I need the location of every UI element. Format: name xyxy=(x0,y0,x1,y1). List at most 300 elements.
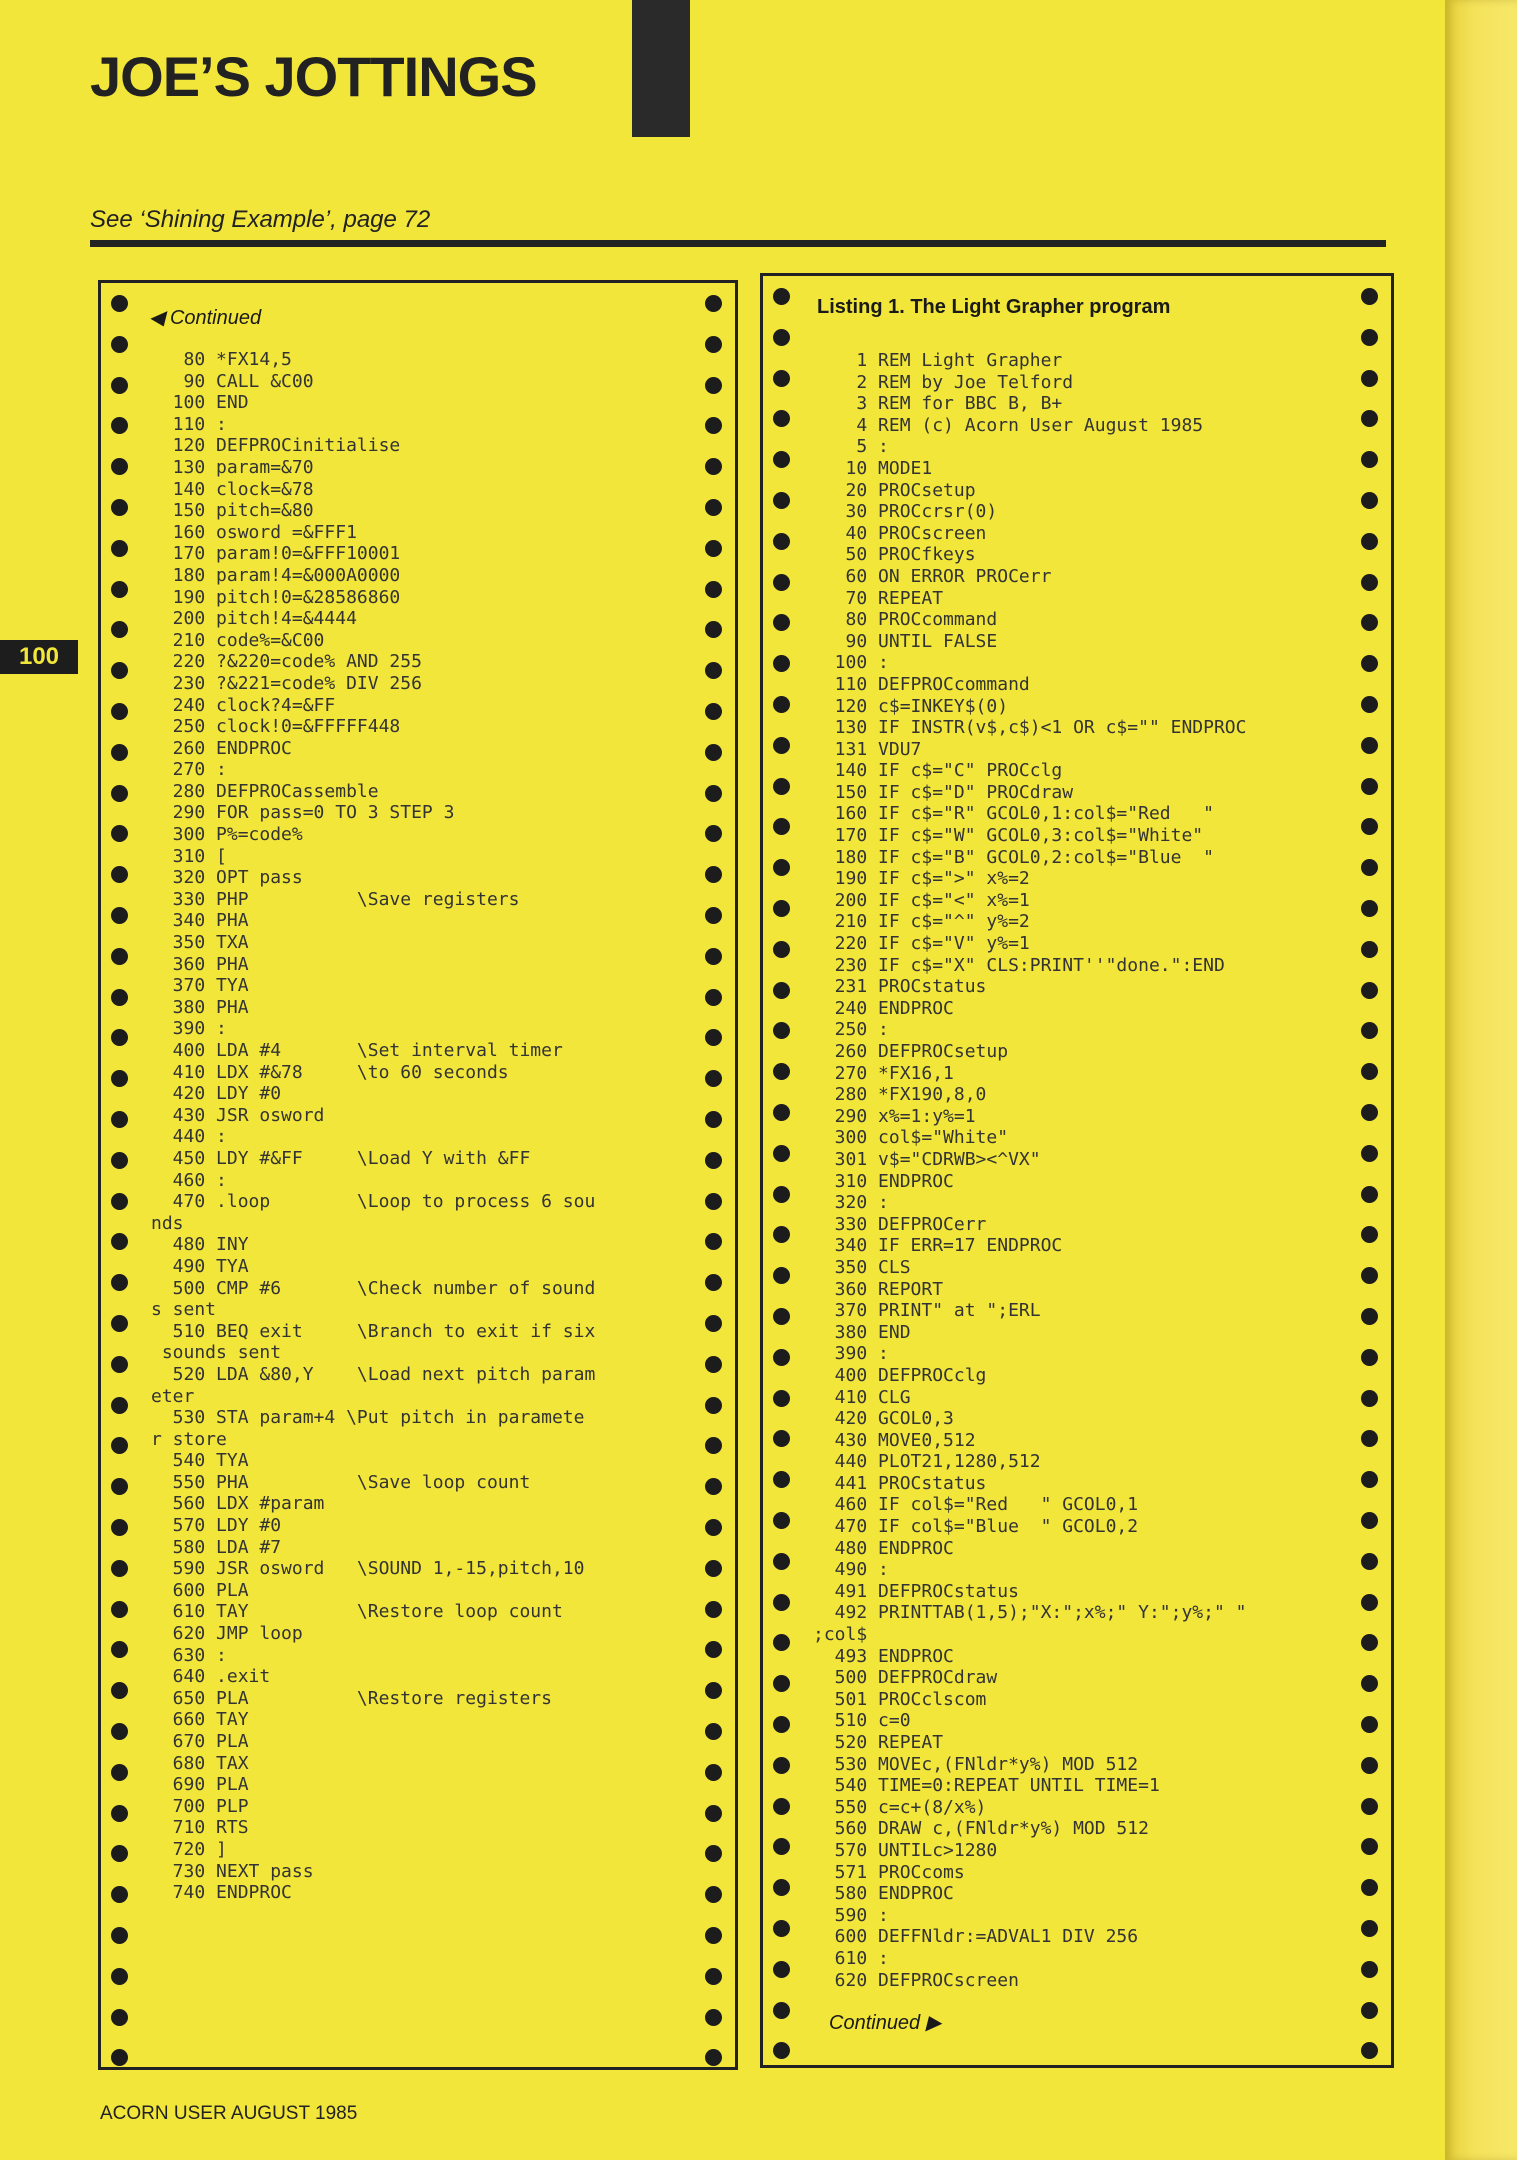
sprocket-hole xyxy=(1361,2002,1378,2019)
code-line: 460 IF col$="Red " GCOL0,1 xyxy=(813,1494,1139,1516)
code-line: 650 PLA \Restore registers xyxy=(151,1687,552,1709)
sprocket-hole xyxy=(1361,1879,1378,1896)
code-line: 680 TAX xyxy=(151,1752,249,1774)
code-line: 350 CLS xyxy=(813,1256,911,1278)
sprocket-hole xyxy=(1361,941,1378,958)
code-line: 740 ENDPROC xyxy=(151,1882,292,1904)
code-line: 300 P%=code% xyxy=(151,824,303,846)
code-line: 490 : xyxy=(813,1559,889,1581)
sprocket-hole xyxy=(705,581,722,598)
sprocket-hole xyxy=(111,499,128,516)
code-line: s sent xyxy=(151,1299,217,1321)
sprocket-hole xyxy=(773,1390,790,1407)
code-line: 90 UNTIL FALSE xyxy=(813,630,998,652)
code-line: 340 PHA xyxy=(151,910,249,932)
sprocket-hole xyxy=(773,1226,790,1243)
sprocket-hole xyxy=(773,1961,790,1978)
code-line: 320 : xyxy=(813,1192,889,1214)
sprocket-hole xyxy=(111,2049,128,2066)
sprocket-hole xyxy=(773,1879,790,1896)
code-line: 280 DEFPROCassemble xyxy=(151,780,379,802)
sprocket-hole xyxy=(1361,1757,1378,1774)
code-line: 430 JSR osword xyxy=(151,1104,325,1126)
code-line: 210 IF c$="^" y%=2 xyxy=(813,911,1030,933)
sprocket-hole xyxy=(705,1845,722,1862)
sprocket-hole xyxy=(773,1594,790,1611)
sprocket-hole xyxy=(773,655,790,672)
code-line: 310 [ xyxy=(151,845,227,867)
code-line: 510 BEQ exit \Branch to exit if six xyxy=(151,1320,596,1342)
sprocket-hole xyxy=(705,417,722,434)
sprocket-hole xyxy=(773,1838,790,1855)
sprocket-hole xyxy=(111,1029,128,1046)
code-line: 501 PROCclscom xyxy=(813,1688,987,1710)
sprocket-hole xyxy=(773,1716,790,1733)
code-line: 300 col$="White" xyxy=(813,1127,1009,1149)
sprocket-hole xyxy=(773,1471,790,1488)
sprocket-hole xyxy=(111,1805,128,1822)
page-number-tab: 100 xyxy=(0,640,78,674)
sprocket-hole xyxy=(111,1641,128,1658)
sprocket-hole xyxy=(705,825,722,842)
code-line: 550 c=c+(8/x%) xyxy=(813,1796,987,1818)
sprocket-hole xyxy=(1361,288,1378,305)
sprocket-hole xyxy=(111,1845,128,1862)
sprocket-hole xyxy=(1361,778,1378,795)
code-line: 640 .exit xyxy=(151,1666,271,1688)
code-line: 670 PLA xyxy=(151,1731,249,1752)
sprocket-hole xyxy=(705,1723,722,1740)
code-line: 290 x%=1:y%=1 xyxy=(813,1105,976,1127)
sprocket-hole xyxy=(1361,451,1378,468)
code-line: 620 DEFPROCscreen xyxy=(813,1969,1019,1991)
sprocket-hole xyxy=(111,703,128,720)
sprocket-hole xyxy=(1361,696,1378,713)
sprocket-hole xyxy=(705,1805,722,1822)
sprocket-hole xyxy=(773,288,790,305)
right-listing-panel xyxy=(760,273,1394,2068)
sprocket-hole xyxy=(705,907,722,924)
code-line: 560 DRAW c,(FNldr*y%) MOD 512 xyxy=(813,1818,1149,1840)
code-line: 140 clock=&78 xyxy=(151,478,314,500)
code-line: 460 : xyxy=(151,1169,227,1191)
sprocket-hole xyxy=(773,1349,790,1366)
sprocket-hole xyxy=(705,1478,722,1495)
code-line: 3 REM for BBC B, B+ xyxy=(813,393,1063,415)
sprocket-hole xyxy=(1361,737,1378,754)
code-line: 60 ON ERROR PROCerr xyxy=(813,565,1052,587)
sprocket-hole xyxy=(705,1641,722,1658)
code-line: 400 LDA #4 \Set interval timer xyxy=(151,1040,563,1061)
code-line: 540 TYA xyxy=(151,1450,249,1472)
sprocket-hole xyxy=(705,499,722,516)
sprocket-hole xyxy=(1361,1022,1378,1039)
code-line: 290 FOR pass=0 TO 3 STEP 3 xyxy=(151,802,455,824)
code-line: 600 DEFFNldr:=ADVAL1 DIV 256 xyxy=(813,1926,1139,1948)
sprocket-hole xyxy=(1361,1594,1378,1611)
code-line: 110 : xyxy=(151,413,227,435)
code-line: 430 MOVE0,512 xyxy=(813,1429,976,1451)
sprocket-hole xyxy=(1361,818,1378,835)
code-line: 160 IF c$="R" GCOL0,1:col$="Red " xyxy=(813,803,1214,825)
sprocket-hole xyxy=(111,540,128,557)
code-line: 730 NEXT pass xyxy=(151,1860,314,1882)
sprocket-hole xyxy=(705,1070,722,1087)
sprocket-hole xyxy=(705,1152,722,1169)
code-line: 570 UNTILc>1280 xyxy=(813,1839,998,1861)
code-line: 410 LDX #&78 \to 60 seconds xyxy=(151,1061,509,1083)
code-line: 5 : xyxy=(813,436,889,458)
sprocket-hole xyxy=(705,2009,722,2026)
header-rule xyxy=(90,240,1386,247)
code-line: 120 DEFPROCinitialise xyxy=(151,435,401,457)
code-line: 2 REM by Joe Telford xyxy=(813,371,1074,393)
sprocket-hole xyxy=(1361,1634,1378,1651)
code-line: 580 LDA #7 xyxy=(151,1536,282,1558)
sprocket-hole xyxy=(773,1430,790,1447)
sprocket-hole xyxy=(773,614,790,631)
sprocket-hole xyxy=(111,1601,128,1618)
code-line: 100 : xyxy=(813,652,889,674)
sprocket-hole xyxy=(111,989,128,1006)
code-line: 40 PROCscreen xyxy=(813,522,987,544)
code-line: 480 INY xyxy=(151,1234,249,1256)
code-line: 280 *FX190,8,0 xyxy=(813,1084,987,1106)
page-edge-shadow xyxy=(1445,0,1517,2160)
code-line: 260 DEFPROCsetup xyxy=(813,1041,1009,1062)
code-line: 250 : xyxy=(813,1019,889,1041)
code-line: 370 PRINT" at ";ERL xyxy=(813,1300,1041,1322)
sprocket-hole xyxy=(111,1397,128,1414)
code-line: 90 CALL &C00 xyxy=(151,370,314,392)
sprocket-hole xyxy=(705,989,722,1006)
code-line: 130 param=&70 xyxy=(151,456,314,478)
sprocket-hole xyxy=(111,417,128,434)
code-line: 1 REM Light Grapher xyxy=(813,350,1063,371)
sprocket-hole xyxy=(705,948,722,965)
code-line: 70 REPEAT xyxy=(813,587,944,609)
sprocket-hole xyxy=(705,1193,722,1210)
sprocket-hole xyxy=(1361,1675,1378,1692)
sprocket-hole xyxy=(705,336,722,353)
sprocket-hole xyxy=(773,1634,790,1651)
sprocket-hole xyxy=(705,785,722,802)
sprocket-hole xyxy=(773,859,790,876)
code-line: 690 PLA xyxy=(151,1774,249,1796)
code-line: 520 REPEAT xyxy=(813,1732,944,1753)
code-line: 590 : xyxy=(813,1904,889,1926)
sprocket-hole xyxy=(705,1233,722,1250)
code-line: 260 ENDPROC xyxy=(151,737,292,759)
sprocket-hole xyxy=(773,941,790,958)
sprocket-hole xyxy=(705,540,722,557)
code-line: 100 END xyxy=(151,392,249,414)
sprocket-hole xyxy=(111,1233,128,1250)
code-line: 492 PRINTTAB(1,5);"X:";x%;" Y:";y%;" " xyxy=(813,1602,1247,1624)
sprocket-hole xyxy=(111,621,128,638)
code-line: 150 pitch=&80 xyxy=(151,500,314,522)
sprocket-hole xyxy=(773,329,790,346)
code-line: 180 IF c$="B" GCOL0,2:col$="Blue " xyxy=(813,846,1214,868)
sprocket-hole xyxy=(773,2002,790,2019)
sprocket-hole xyxy=(1361,329,1378,346)
sprocket-hole xyxy=(111,662,128,679)
code-line: nds xyxy=(151,1212,184,1234)
code-line: 390 : xyxy=(151,1018,227,1040)
sprocket-hole xyxy=(705,1968,722,1985)
sprocket-hole xyxy=(111,1519,128,1536)
code-line: 310 ENDPROC xyxy=(813,1170,954,1192)
sprocket-hole xyxy=(705,1315,722,1332)
code-line: 130 IF INSTR(v$,c$)<1 OR c$="" ENDPROC xyxy=(813,717,1247,739)
code-line: eter xyxy=(151,1385,195,1407)
code-line: 500 DEFPROCdraw xyxy=(813,1667,998,1689)
code-line: 520 LDA &80,Y \Load next pitch param xyxy=(151,1363,596,1385)
sprocket-hole xyxy=(773,1186,790,1203)
code-line: 210 code%=&C00 xyxy=(151,629,325,651)
code-line: r store xyxy=(151,1428,227,1450)
code-line: 493 ENDPROC xyxy=(813,1645,954,1667)
sprocket-hole xyxy=(111,1193,128,1210)
sprocket-hole xyxy=(705,1437,722,1454)
sprocket-hole xyxy=(705,621,722,638)
sprocket-hole xyxy=(1361,1390,1378,1407)
code-line: 470 IF col$="Blue " GCOL0,2 xyxy=(813,1516,1139,1538)
sprocket-hole xyxy=(773,778,790,795)
sprocket-hole xyxy=(111,1152,128,1169)
sprocket-hole xyxy=(1361,1308,1378,1325)
sprocket-hole xyxy=(1361,1430,1378,1447)
code-line: 330 DEFPROCerr xyxy=(813,1213,987,1235)
left-panel-left-sprocket-holes xyxy=(105,283,135,2067)
code-line: 710 RTS xyxy=(151,1817,249,1839)
subtitle: See ‘Shining Example’, page 72 xyxy=(90,206,431,233)
code-line: 600 PLA xyxy=(151,1579,249,1601)
sprocket-hole xyxy=(705,295,722,312)
code-line: 450 LDY #&FF \Load Y with &FF xyxy=(151,1147,531,1169)
code-line: 500 CMP #6 \Check number of sound xyxy=(151,1277,596,1299)
sprocket-hole xyxy=(1361,1145,1378,1162)
sprocket-hole xyxy=(773,451,790,468)
sprocket-hole xyxy=(773,410,790,427)
code-line: 230 ?&221=code% DIV 256 xyxy=(151,672,422,694)
page-title: JOE’S JOTTINGS xyxy=(90,45,537,108)
code-line: 530 MOVEc,(FNldr*y%) MOD 512 xyxy=(813,1753,1139,1775)
code-line: 190 pitch!0=&28586860 xyxy=(151,586,401,608)
sprocket-hole xyxy=(773,1308,790,1325)
code-line: 490 TYA xyxy=(151,1255,249,1277)
sprocket-hole xyxy=(773,370,790,387)
code-line: 420 GCOL0,3 xyxy=(813,1408,954,1430)
sprocket-hole xyxy=(1361,1512,1378,1529)
code-line: 110 DEFPROCcommand xyxy=(813,673,1030,695)
code-line: 530 STA param+4 \Put pitch in paramete xyxy=(151,1407,585,1429)
sprocket-hole xyxy=(773,492,790,509)
sprocket-hole xyxy=(111,1927,128,1944)
code-line: 720 ] xyxy=(151,1838,227,1860)
sprocket-hole xyxy=(773,982,790,999)
code-line: 131 VDU7 xyxy=(813,738,922,760)
code-line: 660 TAY xyxy=(151,1709,249,1731)
sprocket-hole xyxy=(1361,1104,1378,1121)
sprocket-hole xyxy=(111,458,128,475)
sprocket-hole xyxy=(1361,1838,1378,1855)
sprocket-hole xyxy=(773,1022,790,1039)
sprocket-hole xyxy=(1361,574,1378,591)
code-line: 480 ENDPROC xyxy=(813,1537,954,1559)
code-line: 270 *FX16,1 xyxy=(813,1062,954,1084)
code-line: 170 IF c$="W" GCOL0,3:col$="White" xyxy=(813,825,1204,847)
code-line: 540 TIME=0:REPEAT UNTIL TIME=1 xyxy=(813,1775,1160,1797)
code-line: 400 DEFPROCclg xyxy=(813,1364,987,1386)
sprocket-hole xyxy=(705,377,722,394)
code-line: 320 OPT pass xyxy=(151,867,303,889)
code-line: 441 PROCstatus xyxy=(813,1472,987,1494)
sprocket-hole xyxy=(111,1478,128,1495)
sprocket-hole xyxy=(1361,1186,1378,1203)
code-line: 190 IF c$=">" x%=2 xyxy=(813,868,1030,890)
sprocket-hole xyxy=(705,1356,722,1373)
code-line: 510 c=0 xyxy=(813,1710,911,1732)
sprocket-hole xyxy=(1361,1553,1378,1570)
sprocket-hole xyxy=(111,785,128,802)
sprocket-hole xyxy=(111,1437,128,1454)
code-line: 410 CLG xyxy=(813,1386,911,1408)
code-line: 700 PLP xyxy=(151,1795,249,1817)
code-line: 220 ?&220=code% AND 255 xyxy=(151,651,422,673)
sprocket-hole xyxy=(1361,614,1378,631)
sprocket-hole xyxy=(773,1063,790,1080)
code-line: 80 *FX14,5 xyxy=(151,349,292,370)
header-black-block xyxy=(632,0,690,137)
sprocket-hole xyxy=(1361,982,1378,999)
sprocket-hole xyxy=(111,948,128,965)
sprocket-hole xyxy=(111,377,128,394)
code-line: 230 IF c$="X" CLS:PRINT''"done.":END xyxy=(813,954,1225,976)
code-line: 240 ENDPROC xyxy=(813,997,954,1019)
sprocket-hole xyxy=(705,1029,722,1046)
sprocket-hole xyxy=(705,2049,722,2066)
sprocket-hole xyxy=(773,2042,790,2059)
sprocket-hole xyxy=(705,458,722,475)
sprocket-hole xyxy=(1361,900,1378,917)
code-line: 4 REM (c) Acorn User August 1985 xyxy=(813,414,1204,436)
code-line: 390 : xyxy=(813,1343,889,1365)
sprocket-hole xyxy=(773,696,790,713)
code-line: 330 PHP \Save registers xyxy=(151,888,520,910)
sprocket-hole xyxy=(1361,410,1378,427)
code-line: 150 IF c$="D" PROCdraw xyxy=(813,781,1074,803)
sprocket-hole xyxy=(1361,1716,1378,1733)
sprocket-hole xyxy=(1361,1920,1378,1937)
sprocket-hole xyxy=(111,1356,128,1373)
sprocket-hole xyxy=(773,1104,790,1121)
code-line: 240 clock?4=&FF xyxy=(151,694,336,716)
right-panel-left-sprocket-holes xyxy=(767,276,797,2065)
code-line: ;col$ xyxy=(813,1624,868,1646)
sprocket-hole xyxy=(773,900,790,917)
sprocket-hole xyxy=(705,744,722,761)
code-line: 220 IF c$="V" y%=1 xyxy=(813,933,1030,955)
code-line: 360 PHA xyxy=(151,953,249,975)
sprocket-hole xyxy=(705,1560,722,1577)
continued-label-bottom: Continued ▶ xyxy=(829,2012,942,2034)
left-code-listing xyxy=(151,349,595,1904)
sprocket-hole xyxy=(111,581,128,598)
code-line: 140 IF c$="C" PROCclg xyxy=(813,760,1063,782)
sprocket-hole xyxy=(1361,859,1378,876)
code-line: 570 LDY #0 xyxy=(151,1515,282,1537)
sprocket-hole xyxy=(1361,655,1378,672)
sprocket-hole xyxy=(773,1553,790,1570)
sprocket-hole xyxy=(111,907,128,924)
code-line: 250 clock!0=&FFFFF448 xyxy=(151,716,401,738)
sprocket-hole xyxy=(111,1274,128,1291)
code-line: 350 TXA xyxy=(151,932,249,954)
sprocket-hole xyxy=(111,2009,128,2026)
sprocket-hole xyxy=(705,1397,722,1414)
sprocket-hole xyxy=(705,1886,722,1903)
sprocket-hole xyxy=(111,744,128,761)
sprocket-hole xyxy=(773,1145,790,1162)
code-line: 200 IF c$="<" x%=1 xyxy=(813,889,1030,911)
footer-text: ACORN USER AUGUST 1985 xyxy=(100,2103,358,2124)
sprocket-hole xyxy=(773,574,790,591)
sprocket-hole xyxy=(1361,1349,1378,1366)
code-line: 200 pitch!4=&4444 xyxy=(151,608,357,630)
sprocket-hole xyxy=(773,1757,790,1774)
sprocket-hole xyxy=(111,1723,128,1740)
sprocket-hole xyxy=(705,1274,722,1291)
code-line: 380 END xyxy=(813,1321,911,1343)
sprocket-hole xyxy=(705,1601,722,1618)
code-line: 270 : xyxy=(151,759,227,781)
code-line: 610 TAY \Restore loop count xyxy=(151,1601,563,1623)
sprocket-hole xyxy=(705,1682,722,1699)
sprocket-hole xyxy=(773,1798,790,1815)
sprocket-hole xyxy=(1361,1226,1378,1243)
sprocket-hole xyxy=(1361,1267,1378,1284)
sprocket-hole xyxy=(705,1519,722,1536)
code-line: 620 JMP loop xyxy=(151,1623,303,1645)
code-line: 10 MODE1 xyxy=(813,457,933,479)
left-panel-right-sprocket-holes xyxy=(699,283,729,2067)
code-line: 420 LDY #0 xyxy=(151,1083,282,1105)
sprocket-hole xyxy=(111,1070,128,1087)
code-line: 301 v$="CDRWB><^VX" xyxy=(813,1148,1041,1170)
sprocket-hole xyxy=(111,825,128,842)
sprocket-hole xyxy=(773,818,790,835)
sprocket-hole xyxy=(773,737,790,754)
code-line: 231 PROCstatus xyxy=(813,976,987,998)
code-line: 610 : xyxy=(813,1947,889,1969)
code-line: 80 PROCcommand xyxy=(813,609,998,631)
sprocket-hole xyxy=(111,336,128,353)
code-line: 50 PROCfkeys xyxy=(813,544,976,566)
sprocket-hole xyxy=(773,533,790,550)
code-line: 170 param!0=&FFF10001 xyxy=(151,543,401,565)
sprocket-hole xyxy=(111,1968,128,1985)
sprocket-hole xyxy=(111,1682,128,1699)
sprocket-hole xyxy=(773,1675,790,1692)
sprocket-hole xyxy=(773,1267,790,1284)
sprocket-hole xyxy=(1361,492,1378,509)
right-code-listing xyxy=(813,350,1246,1991)
sprocket-hole xyxy=(705,866,722,883)
listing-title: Listing 1. The Light Grapher program xyxy=(817,296,1171,318)
code-line: 580 ENDPROC xyxy=(813,1883,954,1905)
sprocket-hole xyxy=(705,1764,722,1781)
